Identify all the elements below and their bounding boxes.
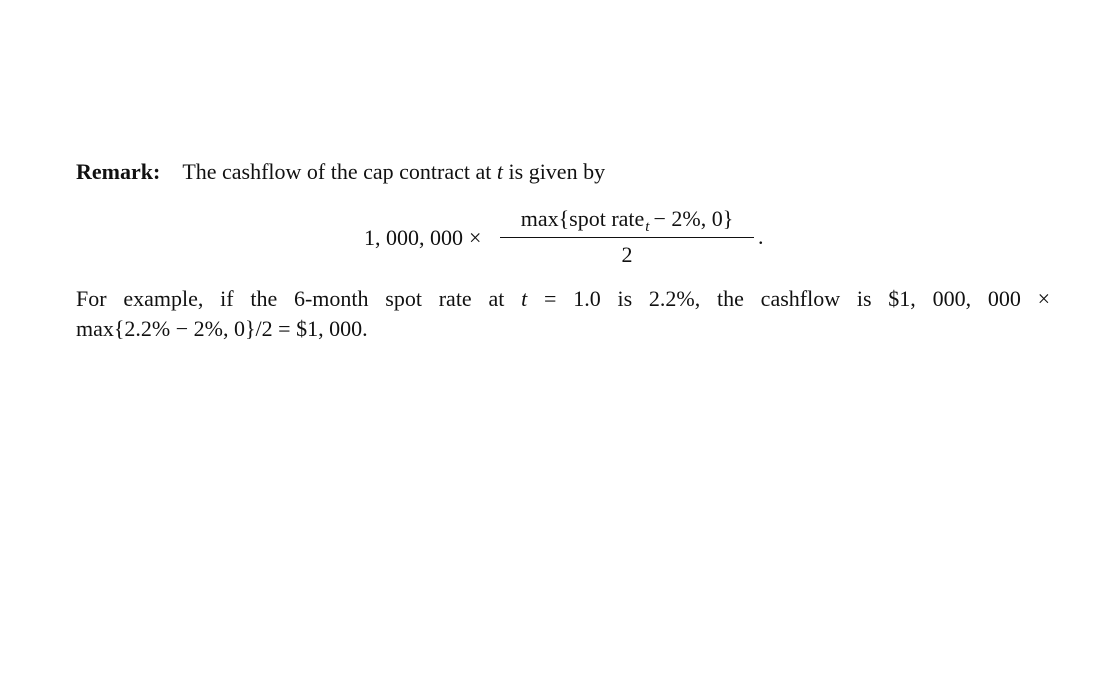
formula-lhs — [364, 225, 481, 251]
formula-fraction — [500, 204, 754, 268]
example-text-b: = 1.0 is 2.2%, the cashflow is $1, 000, 000 × — [544, 286, 1051, 311]
example-variable-t: t — [521, 286, 528, 311]
remark-label: Remark: — [76, 159, 161, 184]
example-line-2: max{2.2% − 2%, 0}/2 = $1, 000. — [76, 316, 368, 341]
times-sign: × — [469, 225, 482, 250]
fraction-bar — [500, 237, 754, 238]
notional-amount: 1, 000, 000 — [364, 225, 463, 250]
formula-period: . — [758, 224, 764, 249]
numerator-strike: − 2%, 0} — [653, 206, 734, 231]
variable-t: t — [496, 159, 504, 184]
example-text-a: For example, if the 6-month spot rate at — [76, 286, 505, 311]
numerator-max-spot-rate: max{spot rate — [520, 206, 645, 231]
example-line-1 — [76, 284, 1050, 314]
remark-text-end: is given by — [503, 159, 606, 184]
fraction-denominator: 2 — [621, 242, 633, 267]
numerator-subscript-t: t — [645, 219, 650, 235]
remark-text-start: The cashflow of the cap contract at — [182, 159, 497, 184]
remark-paragraph — [76, 158, 605, 186]
fraction-numerator — [500, 206, 754, 235]
example-paragraph — [76, 284, 1050, 344]
